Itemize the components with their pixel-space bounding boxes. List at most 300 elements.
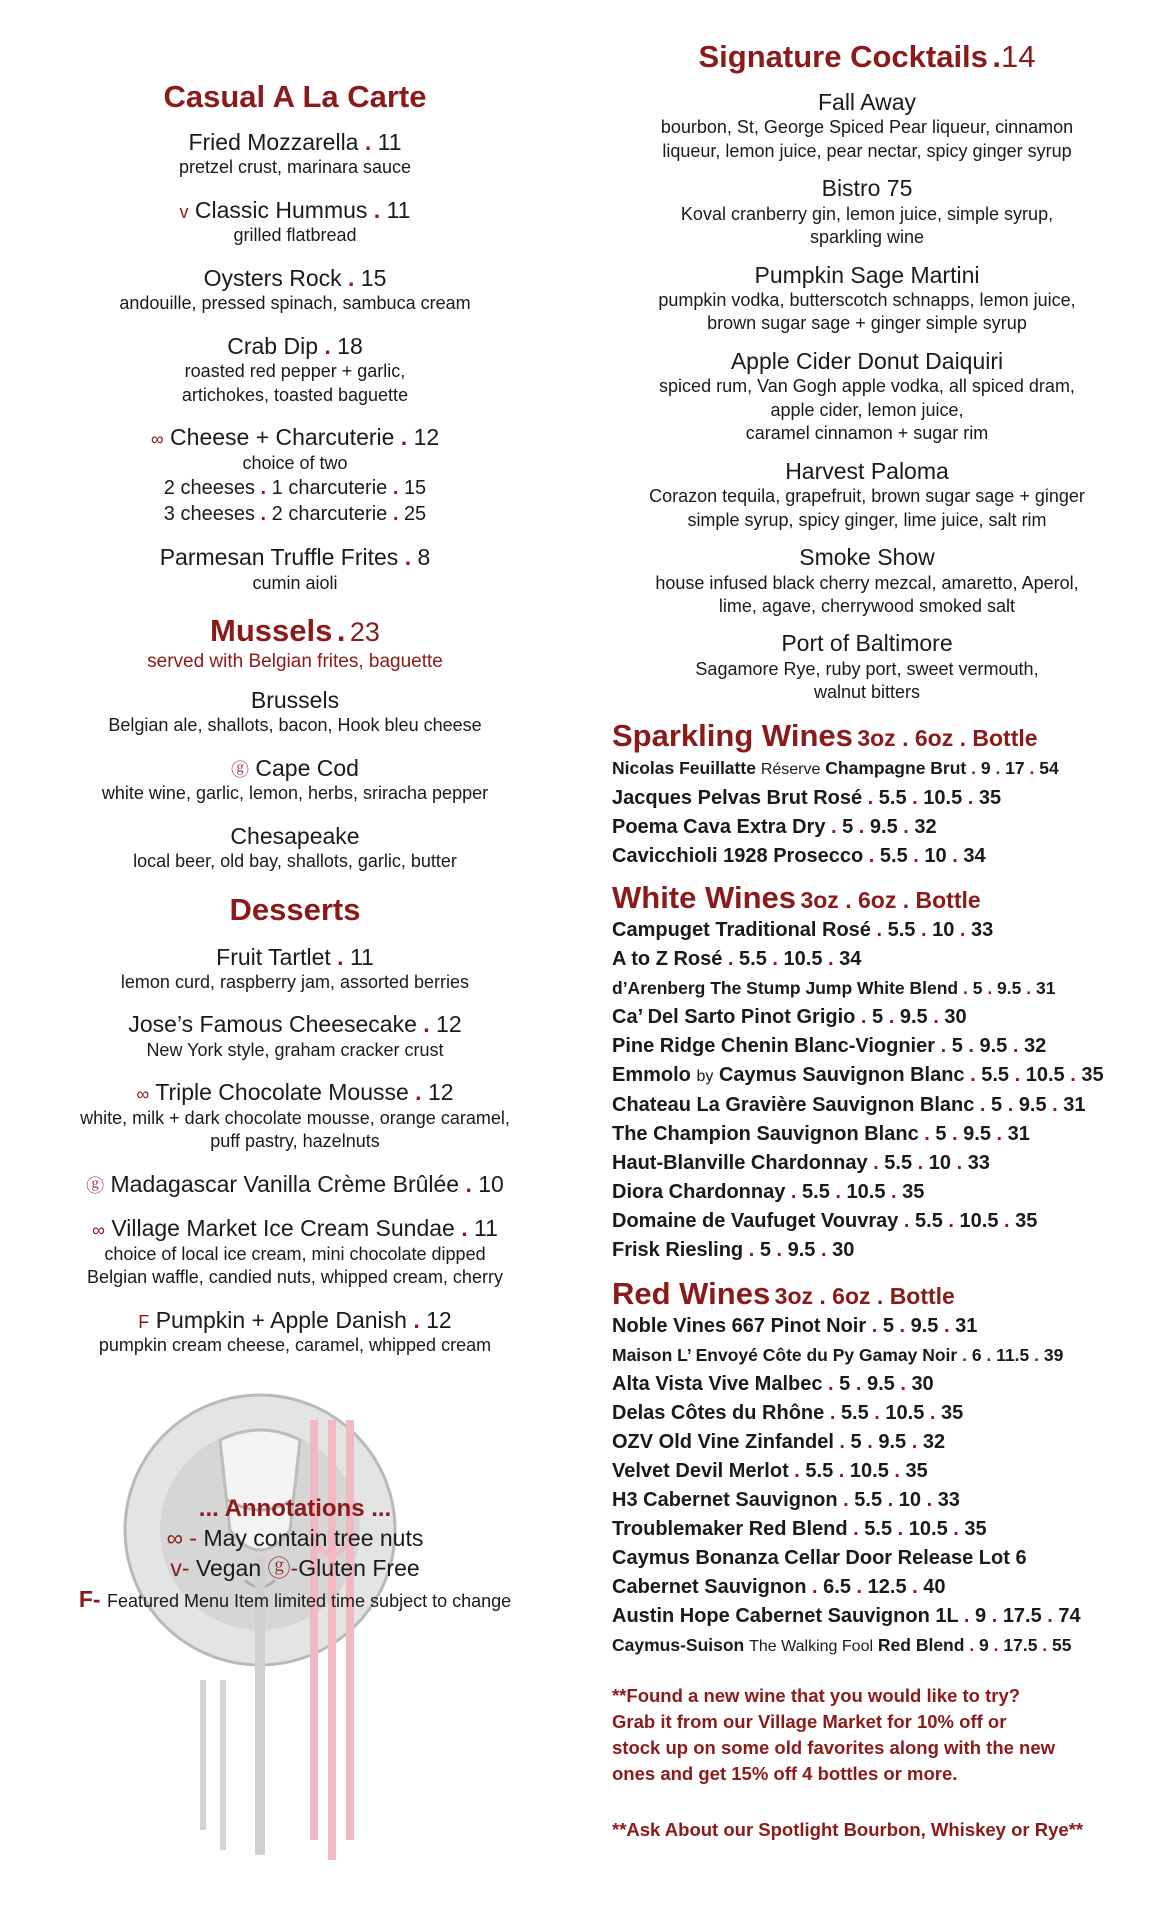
wine-price: 34 <box>963 844 986 867</box>
wine-name: Cavicchioli 1928 Prosecco <box>612 844 864 867</box>
village-note <box>612 1683 1122 1787</box>
price-separator: . <box>892 1518 909 1541</box>
menu-item <box>40 1307 550 1358</box>
price-separator: . <box>924 1402 942 1425</box>
wine-price: 33 <box>967 1152 990 1175</box>
menu-item <box>40 1079 550 1153</box>
cocktail-desc: caramel cinnamon + sugar rim <box>745 423 989 444</box>
price-separator: . <box>398 544 418 571</box>
cocktail-desc: lime, agave, cherrywood smoked salt <box>718 596 1016 616</box>
red-section <box>612 1275 1122 1661</box>
wine-price: 9.5 <box>878 1431 907 1454</box>
size-3oz: 3oz <box>774 1283 813 1310</box>
wine-price: 10 <box>924 844 947 867</box>
menu-item-name-row <box>40 1171 550 1199</box>
menu-item <box>40 1011 550 1062</box>
wine-price: 10 <box>928 1152 952 1175</box>
price-separator: . <box>1021 978 1036 999</box>
price-separator: . <box>870 1283 890 1310</box>
price-separator: . <box>935 1035 952 1058</box>
wine-name: Caymus-Suison <box>612 1635 745 1656</box>
wine-name: Diora Chardonnay <box>612 1181 786 1204</box>
annotations <box>40 1495 550 1614</box>
mussels-subtitle: served with Belgian frites, baguette <box>147 650 443 672</box>
menu-item-desc: lemon curd, raspberry jam, assorted berries <box>120 972 470 993</box>
price-separator: . <box>416 1011 437 1038</box>
price-separator: . <box>1007 1035 1024 1058</box>
option-a: 2 cheeses <box>163 477 255 500</box>
price-separator: . <box>962 786 979 809</box>
wine-name: Pine Ridge Chenin Blanc-Viognier <box>612 1035 936 1058</box>
menu-item-name-row <box>40 687 550 715</box>
menu-item-price: 11 <box>349 943 374 970</box>
wine-price: 35 <box>978 786 1002 809</box>
menu-item-price: 12 <box>413 424 440 451</box>
wine-price: 5 <box>839 1373 851 1396</box>
wine-name: OZV Old Vine Zinfandel <box>612 1431 834 1454</box>
wine-price: 30 <box>944 1006 967 1029</box>
wine-row <box>612 784 1122 813</box>
desserts-title: Desserts <box>229 891 361 927</box>
wine-row <box>612 1236 1122 1265</box>
diet-mark: v <box>179 201 189 222</box>
menu-item-name: Parmesan Truffle Frites <box>159 544 399 571</box>
wine-price: 17 <box>1005 757 1025 778</box>
sparkling-section <box>612 717 1122 871</box>
price-separator: . <box>906 1431 923 1454</box>
wine-row <box>612 1341 1122 1370</box>
price-separator: . <box>833 1460 850 1483</box>
menu-item-desc: New York style, graham cracker crust <box>146 1040 444 1061</box>
white-heading <box>612 879 1122 916</box>
price-separator: . <box>974 1094 992 1117</box>
wine-name: d’Arenberg The Stump Jump White Blend <box>612 978 959 999</box>
wine-price: 5.5 <box>981 1064 1010 1087</box>
price-separator: . <box>367 196 387 223</box>
price-separator: . <box>958 978 973 999</box>
wine-price: 10 <box>898 1489 922 1512</box>
wine-name-2: Caymus Sauvignon Blanc <box>718 1064 965 1087</box>
menu-item-price: 11 <box>474 1215 498 1242</box>
wine-price: 9.5 <box>869 815 898 838</box>
price-separator: . <box>722 948 740 971</box>
wine-price: 5.5 <box>854 1489 883 1512</box>
wine-name: Haut-Blanville Chardonnay <box>612 1152 868 1175</box>
menu-item-price: 15 <box>360 264 387 291</box>
price-separator: . <box>254 503 272 526</box>
price-separator: . <box>962 1035 980 1058</box>
featured-text: Featured Menu Item limited time subject to change <box>106 1590 512 1611</box>
cocktail-desc: brown sugar sage + ginger simple syrup <box>707 313 1027 334</box>
size-6oz: 6oz <box>832 1283 871 1310</box>
menu-item-name-row <box>40 944 550 972</box>
wine-price: 35 <box>1015 1210 1038 1233</box>
wine-price: 5 <box>872 1006 884 1029</box>
price-separator: . <box>954 919 972 942</box>
wine-row <box>612 1370 1122 1399</box>
wine-price: 5 <box>935 1123 947 1146</box>
price-separator: . <box>459 1170 479 1197</box>
wine-row <box>612 916 1122 945</box>
wine-name: H3 Cabernet Sauvignon <box>612 1489 838 1512</box>
menu-item-price: 12 <box>427 1079 454 1106</box>
price-separator: . <box>861 1431 879 1454</box>
price-separator: . <box>770 1239 788 1262</box>
vegan-text: Vegan <box>195 1555 262 1582</box>
wine-name: Campuget Traditional Rosé <box>612 919 871 942</box>
price-separator: . <box>850 1373 867 1396</box>
annotations-title: ... Annotations ... <box>198 1495 392 1522</box>
price-separator: . <box>895 724 915 751</box>
menu-item-desc: cumin aioli <box>252 572 338 593</box>
wine-name-sub: The Walking Fool <box>749 1638 874 1656</box>
wine-row <box>612 1061 1122 1091</box>
cocktail-name: Harvest Paloma <box>785 457 949 484</box>
menu-item-name: Pumpkin + Apple Danish <box>155 1306 407 1333</box>
wine-price: 9 <box>980 757 991 778</box>
wine-row <box>612 1602 1122 1631</box>
mussels-price: 23 <box>349 617 380 648</box>
wine-price: 35 <box>941 1402 964 1425</box>
menu-item <box>40 1171 550 1199</box>
wine-price: 34 <box>839 948 862 971</box>
price-separator: . <box>927 1006 945 1029</box>
wine-name: Noble Vines 667 Pinot Noir <box>612 1315 867 1338</box>
menu-item-name-row <box>40 1079 550 1107</box>
left-column <box>40 78 550 1375</box>
price-separator: . <box>341 264 361 291</box>
menu-item-name: Oysters Rock <box>203 264 342 291</box>
menu-item-name-row <box>40 823 550 851</box>
wine-price: 10.5 <box>885 1402 925 1425</box>
wine-price: 10 <box>932 919 955 942</box>
wine-name: Troublemaker Red Blend <box>612 1518 848 1541</box>
cocktail-list <box>612 89 1122 705</box>
wine-row <box>612 1486 1122 1515</box>
menu-item-name-row <box>40 265 550 293</box>
price-separator: . <box>868 1402 886 1425</box>
wine-price: 5 <box>991 1094 1003 1117</box>
price-separator: . <box>829 1181 847 1204</box>
price-separator: . <box>838 886 858 913</box>
cocktail-name: Smoke Show <box>799 544 935 571</box>
size-3oz: 3oz <box>800 886 839 913</box>
diet-mark: ∞ <box>136 1084 150 1105</box>
cocktail-name: Bistro 75 <box>821 175 913 202</box>
price-separator: . <box>254 477 272 500</box>
price-separator: . <box>946 1123 964 1146</box>
menu-item-name: Classic Hummus <box>194 196 368 223</box>
diet-mark: ⓖ <box>231 759 250 780</box>
price-separator: . <box>896 886 916 913</box>
size-bottle: Bottle <box>972 724 1038 751</box>
price-separator: . <box>906 786 924 809</box>
menu-item-name-row <box>40 197 550 225</box>
wine-price: 35 <box>1081 1064 1104 1087</box>
charcuterie-option <box>40 475 550 501</box>
menu-item-name-row <box>40 424 550 452</box>
wine-name: Jacques Pelvas Brut Rosé <box>612 786 863 809</box>
price-separator: . <box>946 844 964 867</box>
price-separator: . <box>825 815 843 838</box>
menu-item-desc: artichokes, toasted baguette <box>181 384 409 405</box>
wine-price: 55 <box>1052 1635 1072 1656</box>
wine-row <box>612 1515 1122 1544</box>
desserts-list <box>40 944 550 1358</box>
price-separator: . <box>1037 1635 1053 1656</box>
wine-price: 5.5 <box>739 948 767 971</box>
wine-row <box>612 974 1122 1003</box>
menu-item-desc: white, milk + dark chocolate mousse, orange caramel, <box>80 1108 510 1129</box>
menu-item-name: Triple Chocolate Mousse <box>155 1079 409 1106</box>
price-separator: . <box>882 1489 899 1512</box>
wine-row <box>612 1178 1122 1207</box>
menu-item-name: Fried Mozzarella <box>188 128 359 155</box>
price-separator: . <box>888 1460 906 1483</box>
price-separator: . <box>853 815 870 838</box>
cocktail-item <box>612 458 1122 532</box>
price-separator: . <box>1029 1345 1044 1366</box>
wine-price: 9.5 <box>979 1035 1008 1058</box>
price-separator: . <box>788 1460 806 1483</box>
wine-price: 9.5 <box>910 1315 939 1338</box>
wine-name: Frisk Riesling <box>612 1239 744 1262</box>
mussels-title: Mussels <box>210 613 333 649</box>
price-separator: . <box>813 1283 833 1310</box>
wine-price: 32 <box>922 1431 946 1454</box>
wine-name: Domaine de Vaufuget Vouvray <box>612 1210 899 1233</box>
menu-item-name-row <box>40 1011 550 1039</box>
cocktails-price: 14 <box>1001 39 1036 74</box>
price-separator: . <box>406 1306 427 1333</box>
price-separator: . <box>893 1315 911 1338</box>
menu-item <box>40 823 550 874</box>
wine-price: 5 <box>850 1431 862 1454</box>
price-separator: . <box>953 724 973 751</box>
annotation-vegan-gf <box>40 1553 550 1583</box>
wine-price: 10.5 <box>959 1210 999 1233</box>
wine-row <box>612 1573 1122 1602</box>
menu-item-name-row <box>40 755 550 783</box>
village-note-line: Grab it from our Village Market for 10% off or <box>612 1711 1007 1733</box>
price-separator: . <box>850 1576 868 1599</box>
gf-mark: ⓖ- <box>267 1555 299 1582</box>
village-note-line: **Found a new wine that you would like to try? <box>612 1685 1021 1707</box>
menu-item <box>40 544 550 595</box>
wine-row <box>612 1399 1122 1428</box>
menu-item-name: Jose’s Famous Cheesecake <box>128 1011 417 1038</box>
menu-item-desc: choice of local ice cream, mini chocolate dipped <box>104 1244 486 1265</box>
menu-item-desc: choice of two <box>242 452 348 473</box>
wine-price: 5 <box>759 1239 771 1262</box>
menu-item <box>40 944 550 995</box>
menu-item-desc: pumpkin cream cheese, caramel, whipped cream <box>98 1335 492 1356</box>
option-price: 15 <box>403 477 427 500</box>
menu-item-price: 11 <box>377 128 402 155</box>
wine-glass-fork-logo <box>110 1380 410 1860</box>
price-separator: . <box>862 786 879 809</box>
price-separator: . <box>822 948 840 971</box>
wine-price: 30 <box>832 1239 855 1262</box>
menu-item-name-row <box>40 1307 550 1335</box>
cocktail-name: Port of Baltimore <box>781 630 953 657</box>
wine-row <box>612 1091 1122 1120</box>
wine-price: 17.5 <box>1002 1605 1042 1628</box>
featured-mark: F- <box>78 1585 101 1612</box>
wine-name: The Champion Sauvignon Blanc <box>612 1123 919 1146</box>
price-separator: . <box>964 1635 980 1656</box>
annotation-nuts <box>40 1523 550 1553</box>
price-separator: . <box>918 1123 936 1146</box>
diet-mark: ∞ <box>92 1220 105 1241</box>
wine-price: 5 <box>972 978 983 999</box>
wine-price: 5.5 <box>884 1152 913 1175</box>
menu-item <box>40 1215 550 1289</box>
wine-name: Chateau La Gravière Sauvignon Blanc <box>612 1094 975 1117</box>
menu-item <box>40 333 550 407</box>
menu-item <box>40 129 550 180</box>
wine-price: 31 <box>955 1315 978 1338</box>
wine-name: A to Z Rosé <box>612 948 723 971</box>
price-separator: . <box>394 424 414 451</box>
wine-row <box>612 1457 1122 1486</box>
wine-name: Cabernet Sauvignon <box>612 1576 807 1599</box>
wine-row <box>612 842 1122 871</box>
wine-name: Austin Hope Cabernet Sauvignon 1L <box>612 1605 959 1628</box>
wine-price: 10.5 <box>1025 1064 1065 1087</box>
wine-row <box>612 1631 1122 1661</box>
price-separator: . <box>998 1210 1016 1233</box>
wine-price: 31 <box>1007 1123 1030 1146</box>
village-note-line: ones and get 15% off 4 bottles or more. <box>612 1763 958 1784</box>
size-6oz: 6oz <box>914 724 954 751</box>
wine-name: Maison L’ Envoyé Côte du Py Gamay Noir <box>612 1345 958 1366</box>
wine-price: 35 <box>902 1181 925 1204</box>
cocktail-name: Apple Cider Donut Daiquiri <box>730 347 1004 374</box>
wine-price: 5.5 <box>878 786 907 809</box>
wine-price: 10.5 <box>783 948 823 971</box>
cocktail-desc: spiced rum, Van Gogh apple vodka, all spiced dram, <box>659 376 1075 397</box>
price-separator: . <box>454 1215 474 1242</box>
cocktail-item <box>612 175 1122 249</box>
price-separator: . <box>743 1239 760 1262</box>
price-separator: . <box>982 978 998 999</box>
menu-item <box>40 687 550 738</box>
wine-row <box>612 813 1122 842</box>
menu-item-price: 11 <box>386 196 411 223</box>
wine-price: 54 <box>1039 757 1059 778</box>
wine-row <box>612 1544 1122 1573</box>
cocktails-heading: Signature Cocktails .14 <box>698 39 1036 74</box>
price-separator: . <box>958 1605 976 1628</box>
price-separator: . <box>885 1181 903 1204</box>
wine-price: 5 <box>951 1035 963 1058</box>
wine-row <box>612 1207 1122 1236</box>
red-heading <box>612 1275 1122 1312</box>
menu-item-name: Crab Dip <box>227 332 318 359</box>
wine-price: 74 <box>1058 1605 1081 1628</box>
price-separator: . <box>897 815 915 838</box>
option-b: 2 charcuterie <box>271 503 388 526</box>
cocktail-desc: apple cider, lemon juice, <box>770 399 964 420</box>
white-section <box>612 879 1122 1265</box>
wine-price: 5.5 <box>915 1210 943 1233</box>
wine-price: 35 <box>964 1518 987 1541</box>
price-separator: . <box>866 1315 883 1338</box>
wine-row <box>612 1428 1122 1457</box>
price-separator: . <box>318 332 338 359</box>
option-b: 1 charcuterie <box>271 477 388 500</box>
wine-row <box>612 1149 1122 1178</box>
wine-price: 31 <box>1035 978 1056 999</box>
price-separator: . <box>1041 1605 1059 1628</box>
menu-item-price: 10 <box>478 1170 504 1197</box>
price-separator: . <box>1046 1094 1064 1117</box>
wine-name-sub: by <box>696 1068 714 1086</box>
price-separator: . <box>867 1152 885 1175</box>
menu-item-desc: puff pastry, hazelnuts <box>210 1131 380 1152</box>
price-separator: . <box>1002 1094 1019 1117</box>
wine-price: 5.5 <box>802 1181 830 1204</box>
menu-item <box>40 755 550 806</box>
wine-price: 6.5 <box>823 1576 851 1599</box>
wine-price: 5 <box>842 815 854 838</box>
price-separator: . <box>990 1123 1008 1146</box>
menu-item-desc: white wine, garlic, lemon, herbs, sriracha pepper <box>101 783 489 804</box>
price-separator: . <box>1024 757 1040 778</box>
price-separator: . <box>947 1518 965 1541</box>
price-separator: . <box>815 1239 833 1262</box>
price-separator: . <box>907 844 925 867</box>
menu-item-name: Madagascar Vanilla Crème Brûlée <box>110 1170 460 1197</box>
wine-price: 39 <box>1043 1345 1064 1366</box>
price-separator: . <box>847 1518 865 1541</box>
wine-price: 33 <box>971 919 994 942</box>
mussels-heading: Mussels . 23 <box>210 613 380 649</box>
wine-price: 40 <box>923 1576 946 1599</box>
menu-item-name: Cape Cod <box>255 754 359 781</box>
price-separator: . <box>833 1431 851 1454</box>
wine-price: 9.5 <box>963 1123 991 1146</box>
price-separator: . <box>906 1576 924 1599</box>
cocktail-desc: bourbon, St, George Spiced Pear liqueur, cinnamon <box>660 117 1074 138</box>
wine-name: Emmolo <box>612 1064 691 1087</box>
menu-item <box>40 197 550 248</box>
menu-item-desc: Belgian waffle, candied nuts, whipped cream, cherry <box>87 1267 503 1288</box>
menu-item-price: 8 <box>417 544 431 571</box>
price-separator: . <box>358 128 378 155</box>
menu-item-name: Village Market Ice Cream Sundae <box>111 1215 455 1242</box>
price-separator: . <box>942 1210 960 1233</box>
nuts-mark: ∞ - <box>166 1525 198 1551</box>
charcuterie-option <box>40 501 550 527</box>
sparkling-title: Sparkling Wines <box>612 717 853 753</box>
nuts-text: May contain tree nuts <box>203 1525 424 1551</box>
wine-name-sub: Réserve <box>760 760 821 778</box>
menu-item-name-row <box>40 544 550 572</box>
menu-item-desc: grilled flatbread <box>233 225 357 246</box>
cocktail-item <box>612 262 1122 336</box>
wine-row <box>612 1120 1122 1149</box>
wine-name: Delas Côtes du Rhône <box>612 1402 825 1425</box>
menu-item-name: Cheese + Charcuterie <box>170 424 395 451</box>
price-separator: . <box>824 1402 841 1425</box>
cocktail-desc: simple syrup, spicy ginger, lime juice, salt rim <box>687 509 1047 530</box>
cocktail-desc: pumpkin vodka, butterscotch schnapps, lemon juice, <box>658 290 1076 311</box>
wine-price: 9.5 <box>1018 1094 1047 1117</box>
price-separator: . <box>806 1576 824 1599</box>
wine-price: 10.5 <box>923 786 963 809</box>
